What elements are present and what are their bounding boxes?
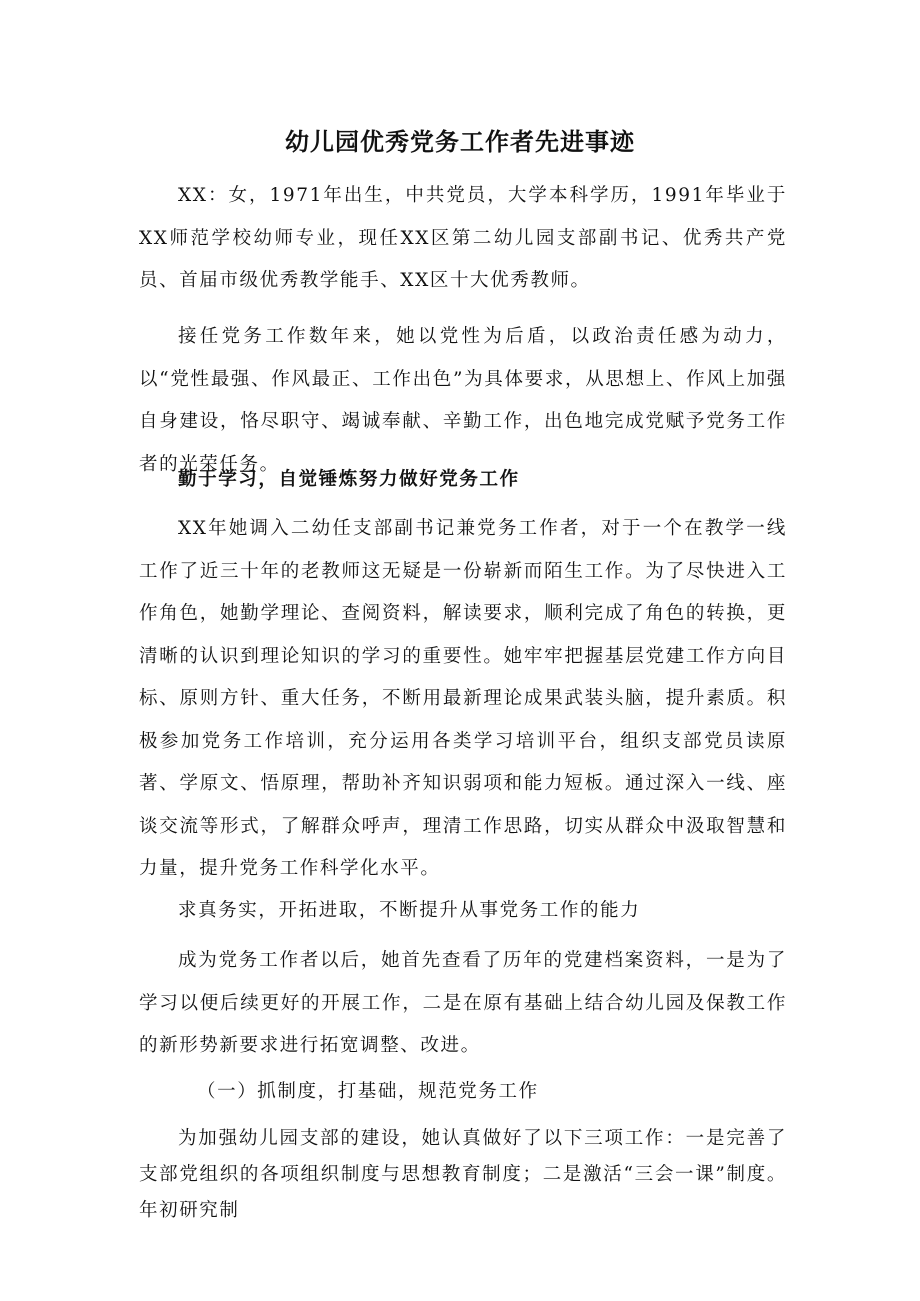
study-paragraph: XX年她调入二幼任支部副书记兼党务工作者，对于一个在教学一线工作了近三十年的老教师这无疑是一份崭新而陌生工作。为了尽快进入工作角色，她勤学理论、查阅资料，解读要求，顺利完成了角色的转换，更清晰的认识到理论知识的学习的重要性。她牢牢把握基层党建工作方向目标、原则方针、重大任务，不断用最新理论成果武装头脑，提升素质。积极参加党务工作培训，充分运用各类学习培训平台，组织支部党员读原著、学原文、悟原理，帮助补齐知识弱项和能力短板。通过深入一线、座谈交流等形式，了解群众呼声，理清工作思路，切实从群众中汲取智慧和力量，提升党务工作科学化水平。	[139, 518, 787, 879]
subsection-heading-system: （一）抓制度，打基础，规范党务工作	[197, 1081, 539, 1102]
section-heading-pragmatic: 求真务实，开拓进取，不断提升从事党务工作的能力	[178, 900, 641, 921]
system-paragraph: 为加强幼儿园支部的建设，她认真做好了以下三项工作：一是完善了支部党组织的各项组织制度与思想教育制度；二是激活“三会一课”制度。年初研究制	[139, 1128, 787, 1221]
archive-paragraph: 成为党务工作者以后，她首先查看了历年的党建档案资料，一是为了学习以便后续更好的开展工作，二是在原有基础上结合幼儿园及保教工作的新形势新要求进行拓宽调整、改进。	[139, 950, 787, 1056]
section-heading-study: 勤于学习，自觉锤炼努力做好党务工作	[178, 469, 520, 490]
document-title: 幼儿园优秀党务工作者先进事迹	[285, 127, 635, 156]
service-paragraph: 接任党务工作数年来，她以党性为后盾，以政治责任感为动力，以“党性最强、作风最正、工作出色”为具体要求，从思想上、作风上加强自身建设，恪尽职守、竭诚奉献、辛勤工作，出色地完成党赋予党务工作者的光荣任务。	[139, 326, 787, 475]
intro-paragraph: XX：女，1971年出生，中共党员，大学本科学历，1991年毕业于XX师范学校幼师专业，现任XX区第二幼儿园支部副书记、优秀共产党员、首届市级优秀教学能手、XX区十大优秀教师。	[139, 185, 787, 291]
